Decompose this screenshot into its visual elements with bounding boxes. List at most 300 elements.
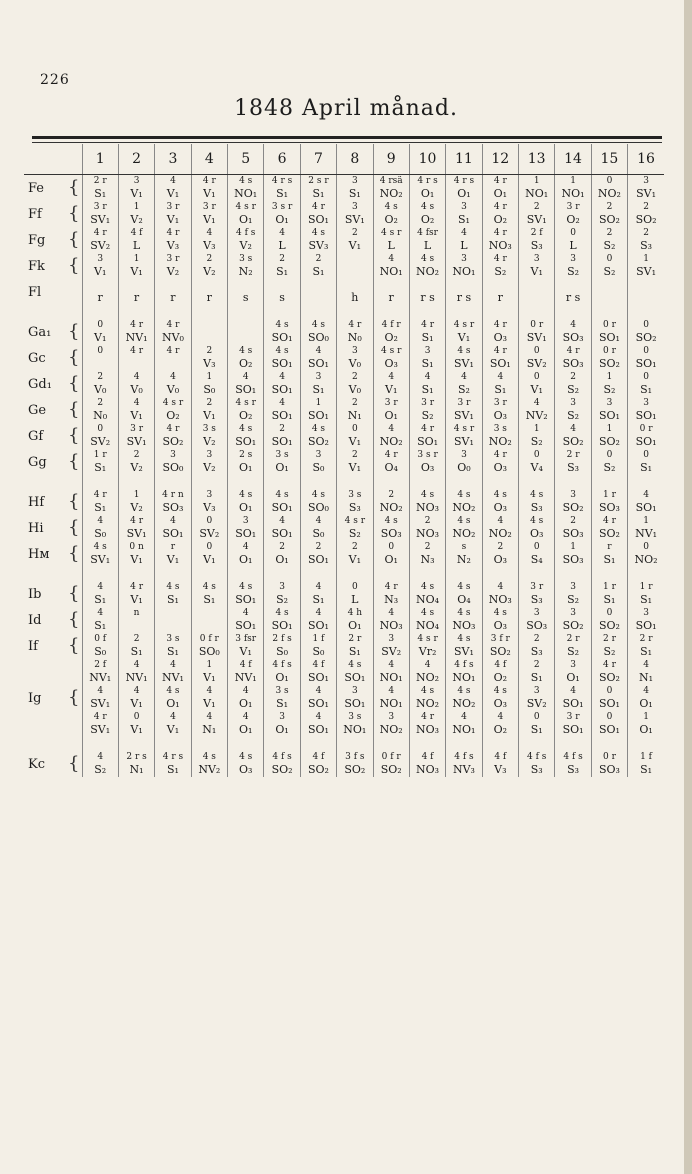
- observation-cell: [300, 279, 336, 305]
- cloud-reading: 4: [206, 228, 213, 238]
- observation-cell: [482, 201, 518, 227]
- observation-cell: [409, 279, 445, 305]
- wind-reading: SV₁: [453, 435, 474, 448]
- wind-reading: V₁: [130, 187, 143, 200]
- cloud-reading: [264, 279, 299, 291]
- cloud-reading: 3: [351, 686, 358, 696]
- cloud-reading: 4 r: [384, 582, 398, 592]
- observation-cell: [628, 567, 664, 607]
- wind-reading: SO₂: [307, 763, 329, 776]
- wind-reading: O₃: [493, 553, 508, 566]
- wind-reading: O₁: [238, 213, 253, 226]
- observation-cell: [519, 423, 555, 449]
- observation-cell: [446, 397, 482, 423]
- observation-cell: [628, 541, 664, 567]
- wind-reading: O₃: [493, 697, 508, 710]
- wind-reading: NV₁: [125, 671, 148, 684]
- wind-reading: V₂: [203, 461, 216, 474]
- wind-reading: SO₁: [235, 383, 257, 396]
- observation-cell: [118, 253, 154, 279]
- cloud-reading: 4: [570, 424, 576, 434]
- observation-cell: [591, 345, 627, 371]
- observation-cell: [82, 253, 118, 279]
- cloud-reading: 4: [97, 516, 104, 526]
- cloud-reading: 4 s: [239, 582, 253, 592]
- observation-cell: [373, 633, 409, 659]
- cloud-reading: 3 r: [166, 254, 180, 264]
- wind-reading: O₁: [384, 409, 398, 422]
- observation-cell: [82, 371, 118, 397]
- cloud-reading: 2 r: [639, 634, 653, 644]
- observation-cell: [555, 397, 591, 423]
- observation-cell: [519, 253, 555, 279]
- station-row: [24, 279, 664, 305]
- observation-cell: [628, 515, 664, 541]
- cloud-reading: 3 f s: [345, 752, 365, 762]
- observation-cell: [628, 607, 664, 633]
- observation-cell: [191, 515, 227, 541]
- wind-reading: N₀: [347, 331, 362, 344]
- cloud-reading: 1 r: [602, 490, 616, 500]
- wind-reading: O₃: [493, 461, 508, 474]
- wind-reading: V₁: [530, 383, 543, 396]
- cloud-reading: 4 r: [202, 176, 216, 186]
- wind-reading: S₁: [530, 671, 543, 684]
- cloud-reading: 4: [206, 712, 213, 722]
- observation-cell: [628, 345, 664, 371]
- observation-cell: [300, 371, 336, 397]
- observation-cell: [191, 685, 227, 711]
- wind-reading: S₃: [530, 501, 543, 514]
- cloud-reading: 2: [97, 398, 104, 408]
- observation-cell: [337, 201, 373, 227]
- observation-cell: [373, 475, 409, 515]
- wind-reading: O₄: [457, 593, 471, 606]
- observation-cell: [300, 305, 336, 345]
- cloud-reading: 4: [97, 686, 104, 696]
- wind-reading: SV₁: [344, 213, 365, 226]
- observation-cell: [591, 449, 627, 475]
- cloud-reading: 0: [351, 582, 358, 592]
- cloud-reading: 0: [643, 346, 649, 356]
- wind-reading: O₃: [238, 763, 253, 776]
- observation-cell: [482, 567, 518, 607]
- observation-cell: [191, 279, 227, 305]
- cloud-reading: 2 r: [93, 176, 107, 186]
- brace-mark: {: [68, 321, 80, 342]
- wind-reading: NO₂: [597, 187, 621, 200]
- observation-cell: [118, 345, 154, 371]
- cloud-reading: 1: [606, 372, 613, 382]
- observation-cell: [155, 711, 191, 737]
- wind-reading: V₂: [239, 239, 252, 252]
- observation-cell: [482, 515, 518, 541]
- wind-reading: S₂: [567, 409, 580, 422]
- wind-reading: [228, 331, 263, 345]
- observation-cell: [446, 305, 482, 345]
- wind-reading: SO₁: [235, 619, 257, 632]
- wind-reading: SO₁: [271, 501, 293, 514]
- cloud-reading: 3: [533, 686, 540, 696]
- cloud-reading: [410, 279, 445, 291]
- station-label: Gd₁: [28, 376, 52, 392]
- day-header: 16: [628, 144, 664, 175]
- wind-reading: SO₁: [307, 619, 329, 632]
- cloud-reading: 4: [315, 686, 322, 696]
- wind-reading: [192, 619, 227, 633]
- wind-reading: r s: [456, 291, 472, 304]
- cloud-reading: 4 r: [166, 320, 180, 330]
- observation-cell: [264, 423, 300, 449]
- wind-reading: V₁: [203, 409, 216, 422]
- cloud-reading: 4 s r: [344, 516, 365, 526]
- observation-cell: [155, 227, 191, 253]
- station-row: [24, 253, 664, 279]
- cloud-reading: 4 r: [93, 490, 107, 500]
- cloud-reading: 3 r: [421, 398, 434, 408]
- cloud-reading: 0: [606, 254, 613, 264]
- wind-reading: L: [423, 239, 432, 252]
- cloud-reading: [192, 279, 227, 291]
- cloud-reading: 4 s: [239, 346, 253, 356]
- cloud-reading: 2 r s: [126, 752, 147, 762]
- wind-reading: SO₂: [344, 763, 366, 776]
- observation-cell: [337, 475, 373, 515]
- cloud-reading: 4 f: [312, 752, 325, 762]
- observation-cell: [591, 737, 627, 777]
- wind-reading: NO₄: [416, 619, 440, 632]
- observation-cell: [519, 175, 555, 202]
- cloud-reading: 1: [570, 176, 576, 186]
- cloud-reading: 2: [97, 372, 104, 382]
- station-label: If: [28, 638, 38, 654]
- brace-mark: {: [68, 543, 80, 564]
- wind-reading: [519, 291, 554, 305]
- station-label: Fl: [28, 284, 42, 300]
- observation-cell: [191, 227, 227, 253]
- wind-reading: NO₂: [379, 501, 403, 514]
- observation-cell: [409, 567, 445, 607]
- observation-cell: [228, 305, 264, 345]
- wind-reading: V₁: [348, 435, 361, 448]
- wind-reading: V₀: [130, 383, 143, 396]
- cloud-reading: 4 r: [493, 450, 507, 460]
- cloud-reading: 4: [279, 398, 285, 408]
- wind-reading: V₁: [203, 671, 216, 684]
- observation-cell: [228, 227, 264, 253]
- cloud-reading: 2: [351, 398, 358, 408]
- wind-reading: V₁: [239, 645, 252, 658]
- cloud-reading: 2: [533, 634, 540, 644]
- cloud-reading: 3: [97, 254, 104, 264]
- wind-reading: SV₂: [90, 435, 111, 448]
- observation-cell: [264, 253, 300, 279]
- cloud-reading: 4: [133, 372, 140, 382]
- observation-cell: [300, 397, 336, 423]
- wind-reading: [119, 619, 154, 633]
- cloud-reading: 3 s: [275, 450, 289, 460]
- cloud-reading: 3: [242, 516, 249, 526]
- observation-cell: [337, 397, 373, 423]
- station-label: Hf: [28, 494, 45, 510]
- cloud-reading: 2 s r: [308, 176, 329, 186]
- wind-reading: N₁: [129, 763, 144, 776]
- wind-reading: SO₂: [598, 619, 620, 632]
- cloud-reading: 0 f: [94, 634, 107, 644]
- wind-reading: O₂: [566, 213, 580, 226]
- cloud-reading: 4 r: [602, 660, 616, 670]
- station-row: [24, 711, 664, 737]
- wind-reading: N₁: [347, 409, 362, 422]
- wind-reading: NO₂: [634, 553, 658, 566]
- wind-reading: S₃: [530, 763, 543, 776]
- cloud-reading: [628, 279, 664, 291]
- brace-mark: {: [68, 255, 80, 276]
- observation-cell: [519, 659, 555, 685]
- brace-mark: {: [68, 203, 80, 224]
- observation-cell: [628, 175, 664, 202]
- wind-reading: SV₁: [90, 213, 111, 226]
- cloud-reading: 4 s: [457, 582, 471, 592]
- wind-reading: r: [206, 291, 212, 304]
- observation-cell: [446, 685, 482, 711]
- cloud-reading: 4: [242, 712, 249, 722]
- wind-reading: NO₁: [452, 723, 476, 736]
- station-label: Fe: [28, 180, 45, 196]
- observation-cell: [337, 515, 373, 541]
- observation-cell: [555, 475, 591, 515]
- cloud-reading: 4: [170, 176, 176, 186]
- observation-cell: [482, 227, 518, 253]
- observation-cell: [446, 175, 482, 202]
- observation-cell: [228, 397, 264, 423]
- cloud-reading: 4: [388, 660, 395, 670]
- observation-cell: [191, 423, 227, 449]
- wind-reading: V₁: [348, 461, 361, 474]
- wind-reading: S₂: [567, 383, 580, 396]
- wind-reading: NO₂: [452, 527, 476, 540]
- observation-cell: [264, 607, 300, 633]
- wind-reading: SO₀: [307, 501, 329, 514]
- cloud-reading: 4 s: [275, 490, 289, 500]
- wind-reading: NO₃: [416, 527, 440, 540]
- observation-cell: [191, 475, 227, 515]
- observation-cell: [591, 201, 627, 227]
- observation-cell: [300, 711, 336, 737]
- wind-reading: [83, 357, 118, 371]
- observation-cell: [628, 305, 664, 345]
- brace-mark: {: [68, 229, 80, 250]
- observation-cell: [373, 345, 409, 371]
- day-header: 13: [519, 144, 555, 175]
- observation-cell: [337, 659, 373, 685]
- observation-cell: [82, 685, 118, 711]
- wind-reading: V₁: [530, 265, 543, 278]
- wind-reading: O₁: [238, 697, 253, 710]
- cloud-reading: 4 r n: [162, 490, 184, 500]
- day-header: 12: [482, 144, 518, 175]
- day-header: 1: [82, 144, 118, 175]
- observation-cell: [191, 541, 227, 567]
- cloud-reading: [192, 607, 227, 619]
- observation-cell: [118, 175, 154, 202]
- observation-cell: [155, 201, 191, 227]
- wind-reading: NO₂: [452, 697, 476, 710]
- wind-reading: SO₂: [598, 213, 620, 226]
- cloud-reading: 0: [533, 712, 540, 722]
- wind-reading: N₃: [384, 593, 399, 606]
- wind-reading: NO₃: [488, 239, 512, 252]
- cloud-reading: s: [461, 542, 467, 552]
- observation-cell: [300, 201, 336, 227]
- observation-cell: [555, 567, 591, 607]
- header-rule-thin: [32, 142, 662, 143]
- wind-reading: SO₁: [562, 697, 584, 710]
- cloud-reading: 2 f s: [272, 634, 292, 644]
- observation-cell: [628, 685, 664, 711]
- observation-cell: [555, 423, 591, 449]
- observation-cell: [519, 685, 555, 711]
- observation-cell: [519, 201, 555, 227]
- observation-cell: [82, 227, 118, 253]
- cloud-reading: 4 f s: [526, 752, 547, 762]
- station-row: [24, 175, 664, 202]
- brace-mark: {: [68, 753, 80, 774]
- wind-reading: NO₂: [488, 435, 512, 448]
- station-row: [24, 371, 664, 397]
- cloud-reading: 4 f: [130, 228, 143, 238]
- cloud-reading: 3 f r: [490, 634, 510, 644]
- observation-cell: [373, 253, 409, 279]
- observation-cell: [228, 201, 264, 227]
- cloud-reading: 4 r: [421, 320, 434, 330]
- wind-reading: SO₃: [162, 501, 184, 514]
- cloud-reading: 4 f: [312, 660, 325, 670]
- observation-cell: [591, 567, 627, 607]
- cloud-reading: 1: [206, 660, 213, 670]
- wind-reading: O₃: [493, 331, 508, 344]
- observation-cell: [337, 633, 373, 659]
- cloud-reading: 2: [570, 516, 576, 526]
- observation-cell: [482, 279, 518, 305]
- cloud-reading: 3 r: [566, 202, 580, 212]
- observation-cell: [628, 659, 664, 685]
- cloud-reading: 0 n: [129, 542, 144, 552]
- wind-reading: O₁: [639, 697, 653, 710]
- cloud-reading: 4 r: [311, 202, 325, 212]
- cloud-reading: [446, 279, 481, 291]
- cloud-reading: 4 s: [348, 660, 362, 670]
- wind-reading: V₁: [203, 187, 216, 200]
- wind-reading: SV₂: [526, 357, 547, 370]
- cloud-reading: 2: [206, 346, 213, 356]
- observation-cell: [628, 371, 664, 397]
- station-row: [24, 685, 664, 711]
- observation-cell: [446, 515, 482, 541]
- cloud-reading: 2 r: [602, 634, 616, 644]
- station-label: Gc: [28, 350, 46, 366]
- cloud-reading: 3 r: [166, 202, 180, 212]
- observation-cell: [191, 449, 227, 475]
- brace-mark: {: [68, 347, 80, 368]
- cloud-reading: 4 s: [275, 320, 289, 330]
- cloud-reading: 4: [170, 660, 176, 670]
- observation-cell: [155, 279, 191, 305]
- wind-reading: SO₂: [635, 331, 657, 344]
- observation-cell: [264, 633, 300, 659]
- cloud-reading: 4: [279, 228, 285, 238]
- observation-cell: [228, 475, 264, 515]
- station-label: Fg: [28, 232, 46, 248]
- wind-reading: r s: [420, 291, 435, 304]
- wind-reading: SO₁: [417, 435, 439, 448]
- cloud-reading: 4 s: [493, 608, 507, 618]
- wind-reading: O₃: [529, 527, 544, 540]
- cloud-reading: 4 s: [457, 516, 471, 526]
- cloud-reading: 2: [533, 202, 540, 212]
- observation-cell: [409, 423, 445, 449]
- day-header: 15: [591, 144, 627, 175]
- cloud-reading: 3 s: [348, 712, 362, 722]
- cloud-reading: 0: [97, 346, 104, 356]
- wind-reading: NO₂: [416, 671, 440, 684]
- cloud-reading: 0: [533, 542, 540, 552]
- cloud-reading: [337, 253, 372, 265]
- wind-reading: SO₃: [598, 763, 620, 776]
- cloud-reading: 3 r: [130, 424, 143, 434]
- wind-reading: NO₂: [488, 527, 512, 540]
- wind-reading: NO₁: [452, 671, 476, 684]
- wind-reading: V₁: [130, 723, 143, 736]
- cloud-reading: 1: [533, 176, 540, 186]
- station-label: Fk: [28, 258, 45, 274]
- observation-cell: [300, 685, 336, 711]
- cloud-reading: 4: [242, 542, 249, 552]
- observation-cell: [373, 423, 409, 449]
- cloud-reading: 4: [315, 346, 322, 356]
- observation-cell: [446, 449, 482, 475]
- cloud-reading: [374, 279, 409, 291]
- cloud-reading: [555, 279, 590, 291]
- cloud-reading: 4 s r: [381, 228, 402, 238]
- observation-cell: [409, 475, 445, 515]
- observation-cell: [118, 685, 154, 711]
- cloud-reading: 4 s: [239, 424, 253, 434]
- brace-mark: [66, 279, 82, 305]
- cloud-reading: 3 r: [202, 202, 216, 212]
- wind-reading: SV₂: [199, 527, 220, 540]
- wind-reading: [592, 291, 627, 305]
- observation-cell: [228, 515, 264, 541]
- observation-cell: [628, 201, 664, 227]
- wind-reading: NV₁: [161, 671, 184, 684]
- wind-reading: S₂: [603, 461, 616, 474]
- cloud-reading: 2: [533, 660, 540, 670]
- wind-reading: S₁: [421, 331, 434, 344]
- cloud-reading: 1: [643, 516, 649, 526]
- wind-reading: SV₂: [526, 697, 547, 710]
- wind-reading: V₁: [203, 213, 216, 226]
- observation-cell: [373, 607, 409, 633]
- wind-reading: O₁: [275, 723, 289, 736]
- observation-cell: [373, 175, 409, 202]
- observation-cell: [300, 607, 336, 633]
- cloud-reading: 4: [279, 516, 285, 526]
- cloud-reading: 4: [97, 582, 104, 592]
- observation-cell: [155, 515, 191, 541]
- cloud-reading: 1: [533, 424, 540, 434]
- cloud-reading: 3 r: [457, 398, 471, 408]
